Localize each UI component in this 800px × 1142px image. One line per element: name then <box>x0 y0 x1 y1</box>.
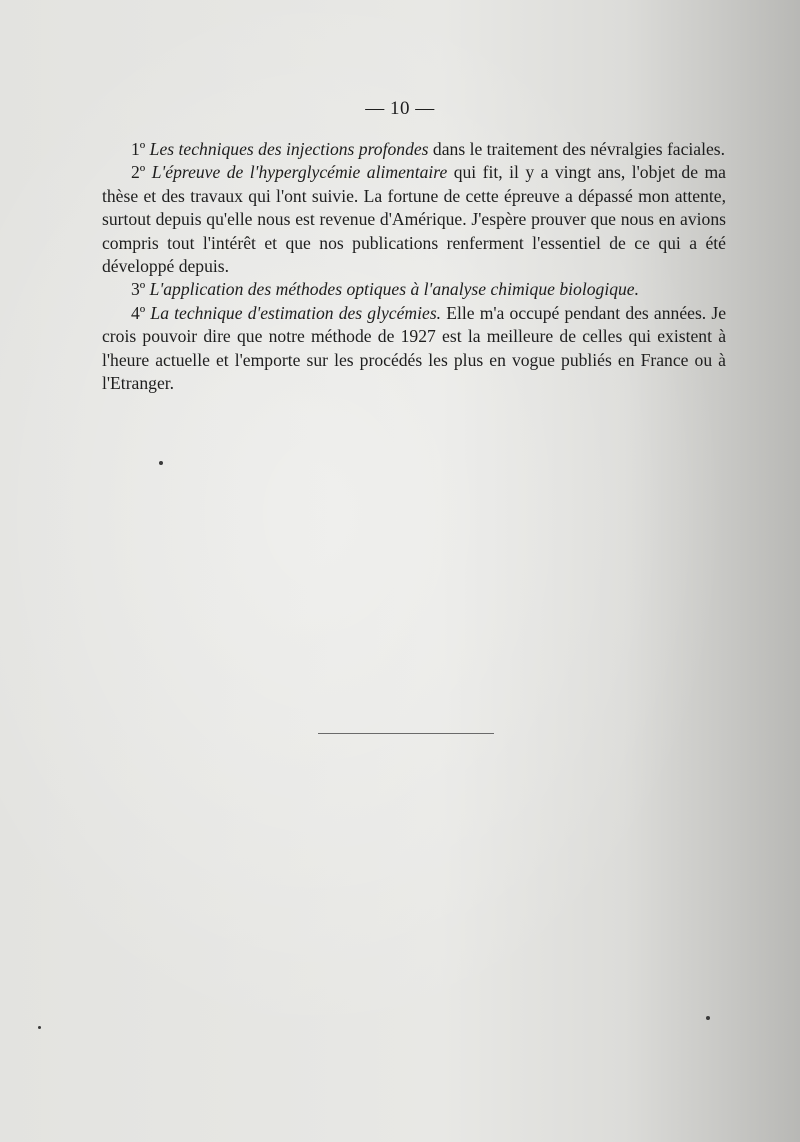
paragraph-number: 4º <box>131 302 146 323</box>
paragraph-number: 1º <box>131 139 146 159</box>
paragraph-3 <box>102 278 726 301</box>
paragraph-italic-title: La technique d'estimation des glycémies. <box>150 302 442 323</box>
ink-speck <box>706 1016 710 1020</box>
paragraph-text: dans le traitement des névralgies faciales. <box>428 139 726 159</box>
paragraph-number: 3º <box>131 279 146 300</box>
paragraph-text: Elle m'a occupé pendant des années. Je crois pouvoir dire que notre méthode de 1927 est la meilleure de celles qui existent à l'heure actuelle et l'emporte sur les procédés les plus en vogue publiés en France ou à l'Etranger. <box>102 302 726 394</box>
paragraph-italic-title: L'épreuve de l'hyperglycémie alimentaire <box>151 162 448 183</box>
paragraph-number: 2º <box>131 162 146 183</box>
paragraph-4 <box>102 302 726 396</box>
paragraph-1 <box>102 138 726 161</box>
ink-speck <box>38 1026 41 1029</box>
body-text <box>102 138 726 395</box>
end-rule <box>318 733 494 734</box>
page-number: — 10 — <box>365 98 435 119</box>
paragraph-2 <box>102 161 726 278</box>
paragraph-italic-title: L'application des méthodes optiques à l'analyse chimique biologique. <box>149 279 640 300</box>
paragraph-italic-title: Les techniques des injections profondes <box>149 139 429 159</box>
ink-speck <box>159 461 163 465</box>
paragraph-text: qui fit, il y a vingt ans, l'objet de ma thèse et des travaux qui l'ont suivie. La fortune de cette épreuve a dépassé mon attente, surtout depuis qu'elle nous est revenue d'Amérique. J'espère prouver que nous en avions compris tout l'intérêt et que nos publications renferment l'essentiel de ce qui a été développé depuis. <box>102 162 726 277</box>
